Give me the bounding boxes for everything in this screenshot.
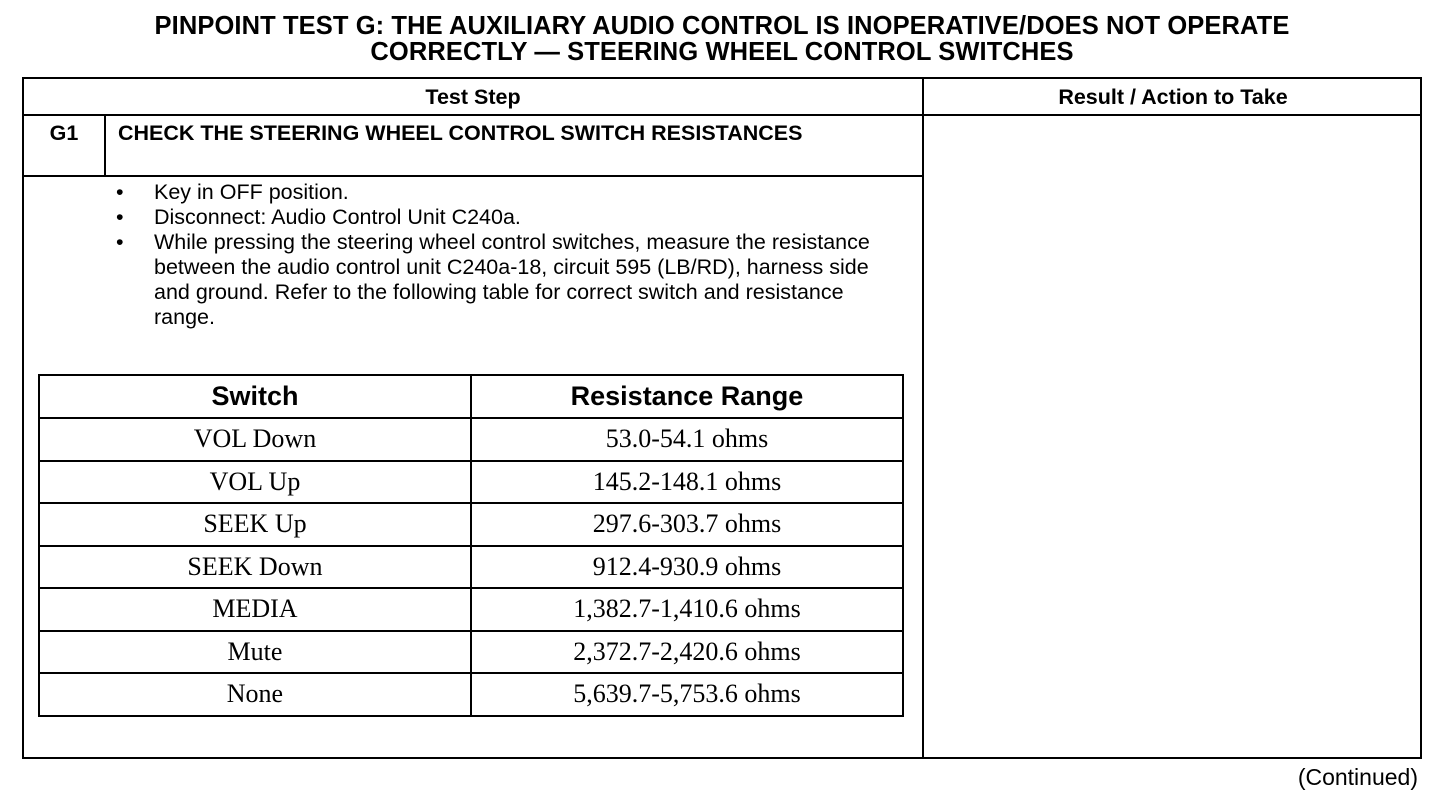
resistance-cell: 1,382.7-1,410.6 ohms bbox=[471, 588, 903, 631]
resistance-cell: 5,639.7-5,753.6 ohms bbox=[471, 673, 903, 716]
column-divider bbox=[922, 79, 924, 757]
resistance-cell: 2,372.7-2,420.6 ohms bbox=[471, 631, 903, 674]
table-row bbox=[39, 673, 903, 716]
switch-cell: SEEK Up bbox=[39, 503, 471, 546]
bullet-symbol: • bbox=[116, 180, 124, 204]
switch-cell: Mute bbox=[39, 631, 471, 674]
instruction-item bbox=[116, 180, 896, 205]
resistance-cell: 912.4-930.9 ohms bbox=[471, 546, 903, 589]
table-row bbox=[39, 418, 903, 461]
table-header-row bbox=[39, 375, 903, 418]
switch-cell: MEDIA bbox=[39, 588, 471, 631]
column-header-resistance-range: Resistance Range bbox=[471, 375, 903, 418]
instruction-text: Disconnect: Audio Control Unit C240a. bbox=[154, 205, 521, 229]
bullet-symbol: • bbox=[116, 205, 124, 229]
resistance-cell: 297.6-303.7 ohms bbox=[471, 503, 903, 546]
instruction-item bbox=[116, 230, 896, 330]
step-title: CHECK THE STEERING WHEEL CONTROL SWITCH RESISTANCES bbox=[118, 121, 803, 145]
header-divider bbox=[24, 114, 1420, 116]
page-title bbox=[0, 13, 1444, 65]
switch-cell: VOL Down bbox=[39, 418, 471, 461]
bullet-symbol: • bbox=[116, 230, 124, 254]
instruction-text: While pressing the steering wheel control switches, measure the resistance between the audio control unit C240a-18, circuit 595 (LB/RD), harness side and ground. Refer to the following table for correct switch and resistance range. bbox=[154, 230, 870, 329]
step-id-divider bbox=[104, 116, 106, 175]
instruction-item bbox=[116, 205, 896, 230]
resistance-table bbox=[38, 374, 904, 717]
continued-label: (Continued) bbox=[1297, 764, 1418, 790]
switch-cell: None bbox=[39, 673, 471, 716]
table-row bbox=[39, 631, 903, 674]
table-row bbox=[39, 503, 903, 546]
resistance-cell: 53.0-54.1 ohms bbox=[471, 418, 903, 461]
step-title-divider bbox=[24, 175, 922, 177]
page-title-line-1: PINPOINT TEST G: THE AUXILIARY AUDIO CONTROL IS INOPERATIVE/DOES NOT OPERATE bbox=[154, 12, 1290, 40]
switch-cell: SEEK Down bbox=[39, 546, 471, 589]
step-id: G1 bbox=[49, 121, 79, 145]
table-row bbox=[39, 546, 903, 589]
step-instructions bbox=[116, 180, 896, 330]
table-row bbox=[39, 461, 903, 504]
resistance-cell: 145.2-148.1 ohms bbox=[471, 461, 903, 504]
result-action-header: Result / Action to Take bbox=[1058, 85, 1288, 109]
instruction-text: Key in OFF position. bbox=[154, 180, 349, 204]
page-title-line-2: CORRECTLY — STEERING WHEEL CONTROL SWITCHES bbox=[370, 38, 1074, 66]
test-step-header: Test Step bbox=[425, 85, 521, 109]
table-row bbox=[39, 588, 903, 631]
column-header-switch: Switch bbox=[39, 375, 471, 418]
switch-cell: VOL Up bbox=[39, 461, 471, 504]
